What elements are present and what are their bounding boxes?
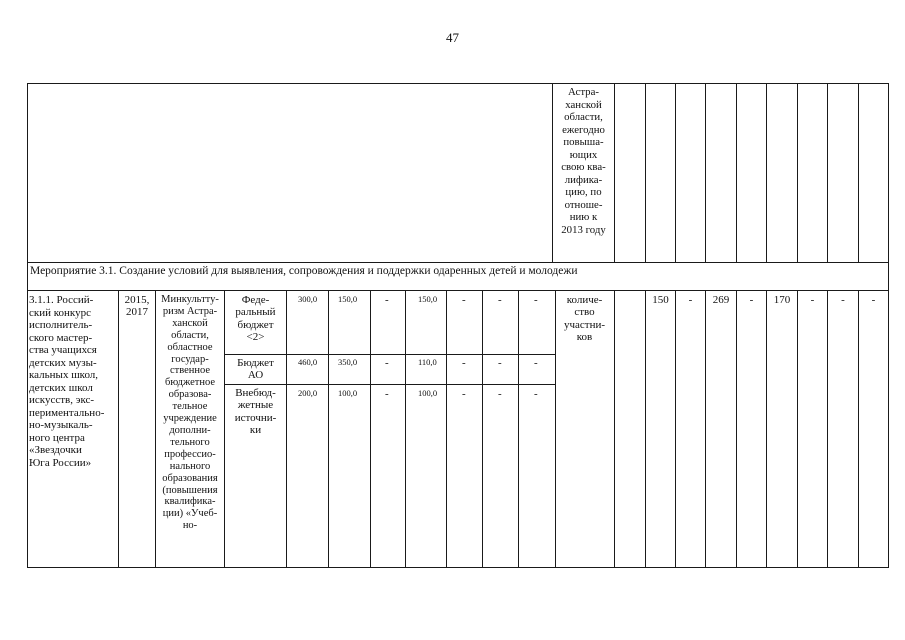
column-divider (614, 290, 615, 568)
target-value: - (841, 294, 845, 306)
funding-value: - (462, 357, 466, 369)
funding-total: 300,0 (298, 294, 318, 304)
measure-name: 3.1.1. Россий- ский конкурс исполнитель- ского мастер- ства учащихся детских музы- кальных школ, детских школ искусств, экс- периментально- но-музыкаль- ного центра «Звездочки Юга России» (29, 294, 105, 469)
column-divider (446, 290, 447, 568)
column-divider (766, 83, 767, 263)
section-header: Мероприятие 3.1. Создание условий для выявления, сопровождения и поддержки одаренных детей и молодежи (30, 265, 578, 277)
page-number: 47 (446, 30, 459, 45)
funding-value: - (498, 388, 502, 400)
column-divider (482, 290, 483, 568)
funding-value: - (534, 388, 538, 400)
funding-value: - (534, 357, 538, 369)
column-divider (286, 290, 287, 568)
implementation-years: 2015, 2017 (124, 294, 150, 319)
funding-value: 350,0 (338, 357, 358, 367)
funding-value: - (385, 294, 389, 306)
funding-value: - (385, 388, 389, 400)
column-divider (370, 290, 371, 568)
funding-value: - (498, 294, 502, 306)
funding-value: - (498, 357, 502, 369)
funding-value: - (462, 388, 466, 400)
column-divider (736, 83, 737, 263)
funding-value: 150,0 (418, 294, 438, 304)
column-divider (405, 290, 406, 568)
target-value: - (688, 294, 693, 306)
column-divider (766, 290, 767, 568)
funding-source-federal: Феде- ральный бюджет <2> (235, 294, 276, 344)
funding-value: 150,0 (338, 294, 358, 304)
column-divider (827, 290, 828, 568)
column-divider (705, 290, 706, 568)
executor: Минкультту- ризм Астра- ханской области, областное государ- ственное бюджетное образова- тельное учреждение дополни- тельного профессио- нального образования (повышения квалифика- ции) «Учеб- но- (161, 294, 219, 532)
funding-value: - (534, 294, 538, 306)
column-divider (645, 290, 646, 568)
column-divider (797, 83, 798, 263)
column-divider (518, 290, 519, 568)
target-value: - (871, 294, 876, 306)
funding-total: 460,0 (298, 357, 318, 367)
target-value: 170 (773, 294, 791, 306)
funding-value: - (462, 294, 466, 306)
row-divider (27, 262, 889, 263)
funding-value: 100,0 (338, 388, 358, 398)
column-divider (614, 83, 615, 263)
funding-total: 200,0 (298, 388, 318, 398)
funding-divider (224, 384, 555, 385)
table-left-border (27, 83, 28, 568)
funding-source-extrabudgetary: Внебюд- жетные источни- ки (234, 387, 277, 437)
indicator-continuation: Астра- ханской области, ежегодно повыша- ющих свою ква- лифика- цию, по отноше- нию к 2013 году (561, 86, 606, 236)
column-divider (736, 290, 737, 568)
column-divider (797, 290, 798, 568)
target-value: - (810, 294, 815, 306)
column-divider (858, 290, 859, 568)
target-value: - (749, 294, 754, 306)
indicator-name: количе- ство участни- ков (563, 294, 606, 344)
column-divider (705, 83, 706, 263)
funding-source-regional: Бюджет АО (237, 357, 274, 382)
column-divider (827, 83, 828, 263)
funding-value: 110,0 (418, 357, 437, 367)
row-divider (27, 290, 889, 291)
funding-divider (224, 354, 555, 355)
table-top-border (27, 83, 889, 84)
table-right-border (888, 83, 889, 568)
column-divider (118, 290, 119, 568)
funding-value: 100,0 (418, 388, 438, 398)
column-divider (328, 290, 329, 568)
funding-value: - (385, 357, 389, 369)
target-value: 150 (652, 294, 669, 306)
column-divider (858, 83, 859, 263)
target-value: 269 (712, 294, 730, 306)
column-divider (675, 83, 676, 263)
column-divider (675, 290, 676, 568)
table-bottom-border (27, 567, 889, 568)
column-divider (645, 83, 646, 263)
